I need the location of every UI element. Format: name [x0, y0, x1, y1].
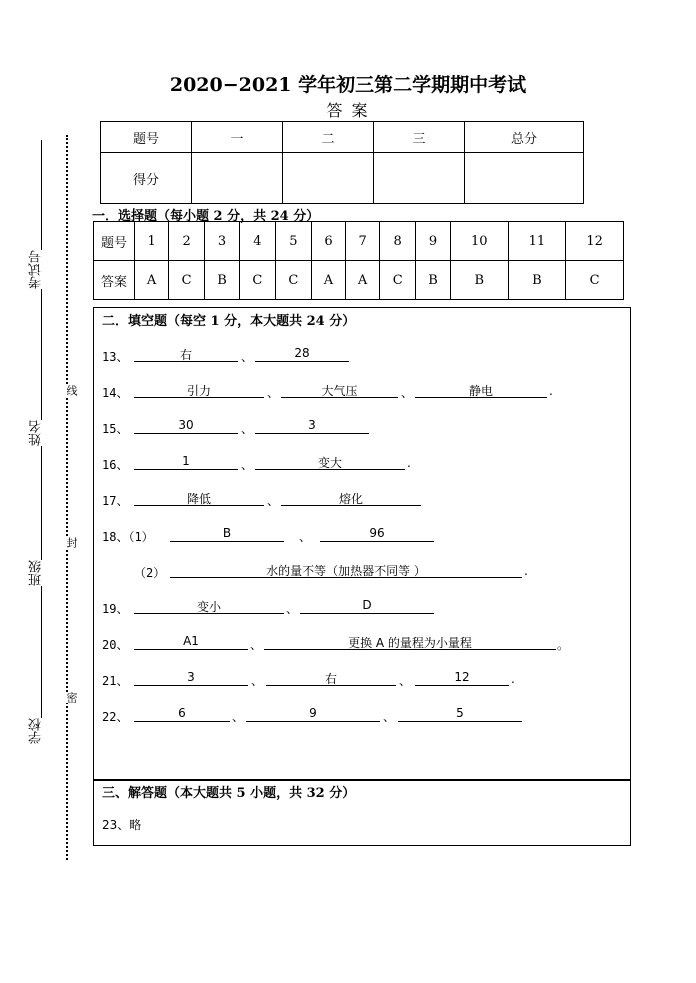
q18-answer-c: 水的量不等（加热器不同等 ）	[170, 562, 522, 578]
choice-question-number: 4	[239, 222, 275, 261]
choice-question-number: 11	[508, 222, 566, 261]
q13-answer-a: 右	[134, 346, 238, 362]
q22-answer-b: 9	[246, 706, 380, 722]
separator: 、	[299, 530, 312, 544]
q13-answer-b: 28	[255, 346, 349, 362]
score-cell[interactable]	[192, 153, 283, 204]
period: .	[524, 564, 528, 578]
choice-question-number: 9	[416, 222, 451, 261]
separator: 、	[383, 710, 396, 724]
section1-heading: 一．选择题（每小题 2 分，共 24 分）	[92, 209, 320, 224]
q16-number: 16、	[102, 458, 129, 472]
choice-answer: A	[346, 261, 380, 300]
choice-answer: A	[311, 261, 345, 300]
full-stop: 。	[557, 638, 570, 652]
answer-section	[93, 779, 631, 846]
period: .	[407, 456, 411, 470]
class-label: 班级	[29, 560, 44, 586]
school-label: 学校	[29, 718, 44, 744]
choice-answer: B	[416, 261, 451, 300]
q17-answer-a: 降低	[134, 490, 264, 506]
q22-answer-a: 6	[134, 706, 230, 722]
score-header: 总分	[465, 122, 584, 153]
q14-answer-b: 大气压	[281, 382, 398, 398]
section2-heading: 二．填空题（每空 1 分，本大题共 24 分）	[102, 314, 356, 329]
choice-question-number: 12	[566, 222, 624, 261]
choice-question-number: 10	[450, 222, 508, 261]
separator: 、	[241, 350, 254, 364]
q15-answer-b: 3	[255, 418, 369, 434]
choice-answer: C	[275, 261, 311, 300]
q22-number: 22、	[102, 710, 129, 724]
seal-mark-seal: 封	[65, 537, 78, 548]
choice-question-number: 1	[135, 222, 169, 261]
q20-answer-b: 更换 A 的量程为小量程	[264, 634, 556, 650]
score-header: 题号	[101, 122, 192, 153]
q15-number: 15、	[102, 422, 129, 436]
exam-number-label: 考试号	[29, 250, 44, 289]
choice-row-label: 题号	[94, 222, 135, 261]
score-cell[interactable]	[374, 153, 465, 204]
score-header: 三	[374, 122, 465, 153]
q18-sub2-number: （2）	[134, 566, 166, 580]
q14-answer-a: 引力	[134, 382, 264, 398]
q19-answer-a: 变小	[134, 598, 284, 614]
binding-dotted-line	[66, 135, 68, 860]
q21-number: 21、	[102, 674, 129, 688]
separator: 、	[401, 386, 414, 400]
q20-answer-a: A1	[134, 634, 248, 650]
choice-answer: B	[205, 261, 240, 300]
separator: 、	[232, 710, 245, 724]
q21-answer-a: 3	[134, 670, 248, 686]
name-label: 姓名	[29, 420, 44, 446]
choice-question-number: 6	[311, 222, 345, 261]
q14-answer-c: 静电	[415, 382, 547, 398]
q13-number: 13、	[102, 350, 129, 364]
q16-answer-b: 变大	[255, 454, 405, 470]
choice-answer: B	[450, 261, 508, 300]
choice-question-number: 5	[275, 222, 311, 261]
q17-number: 17、	[102, 494, 129, 508]
q18-number: 18、（1）	[102, 530, 154, 544]
fill-in-section	[93, 307, 631, 781]
separator: 、	[399, 674, 412, 688]
seal-mark-line: 线	[65, 385, 78, 396]
choice-answer: C	[169, 261, 205, 300]
q18-answer-b: 96	[320, 526, 434, 542]
score-row-label: 得分	[101, 153, 192, 204]
period: .	[549, 384, 553, 398]
choice-question-number: 8	[380, 222, 416, 261]
choice-answer: C	[380, 261, 416, 300]
period: .	[511, 672, 515, 686]
choice-answer: A	[135, 261, 169, 300]
score-table	[100, 121, 584, 204]
separator: 、	[286, 602, 299, 616]
answer-subtitle: 答 案	[326, 101, 370, 120]
choice-question-number: 7	[346, 222, 380, 261]
score-header: 一	[192, 122, 283, 153]
q16-answer-a: 1	[134, 454, 238, 470]
choice-answer-table	[93, 221, 624, 300]
choice-answer: C	[566, 261, 624, 300]
separator: 、	[241, 422, 254, 436]
q20-number: 20、	[102, 638, 129, 652]
score-cell[interactable]	[465, 153, 584, 204]
choice-question-number: 3	[205, 222, 240, 261]
score-header: 二	[283, 122, 374, 153]
choice-answer: B	[508, 261, 566, 300]
q15-answer-a: 30	[134, 418, 238, 434]
choice-row-label: 答案	[94, 261, 135, 300]
separator: 、	[251, 674, 264, 688]
q23-answer: 23、略	[102, 818, 142, 832]
seal-mark-secret: 密	[65, 692, 78, 703]
choice-answer: C	[239, 261, 275, 300]
q14-number: 14、	[102, 386, 129, 400]
q18-answer-a: B	[170, 526, 284, 542]
separator: 、	[267, 386, 280, 400]
exam-title: 2020−2021 学年初三第二学期期中考试	[169, 74, 527, 96]
separator: 、	[241, 458, 254, 472]
q21-answer-c: 12	[415, 670, 509, 686]
q17-answer-b: 熔化	[281, 490, 421, 506]
q22-answer-c: 5	[398, 706, 522, 722]
separator: 、	[267, 494, 280, 508]
choice-question-number: 2	[169, 222, 205, 261]
q19-answer-b: D	[300, 598, 434, 614]
score-cell[interactable]	[283, 153, 374, 204]
separator: 、	[250, 638, 263, 652]
q21-answer-b: 右	[266, 670, 396, 686]
q19-number: 19、	[102, 602, 129, 616]
section3-heading: 三、解答题（本大题共 5 小题，共 32 分）	[102, 786, 356, 801]
